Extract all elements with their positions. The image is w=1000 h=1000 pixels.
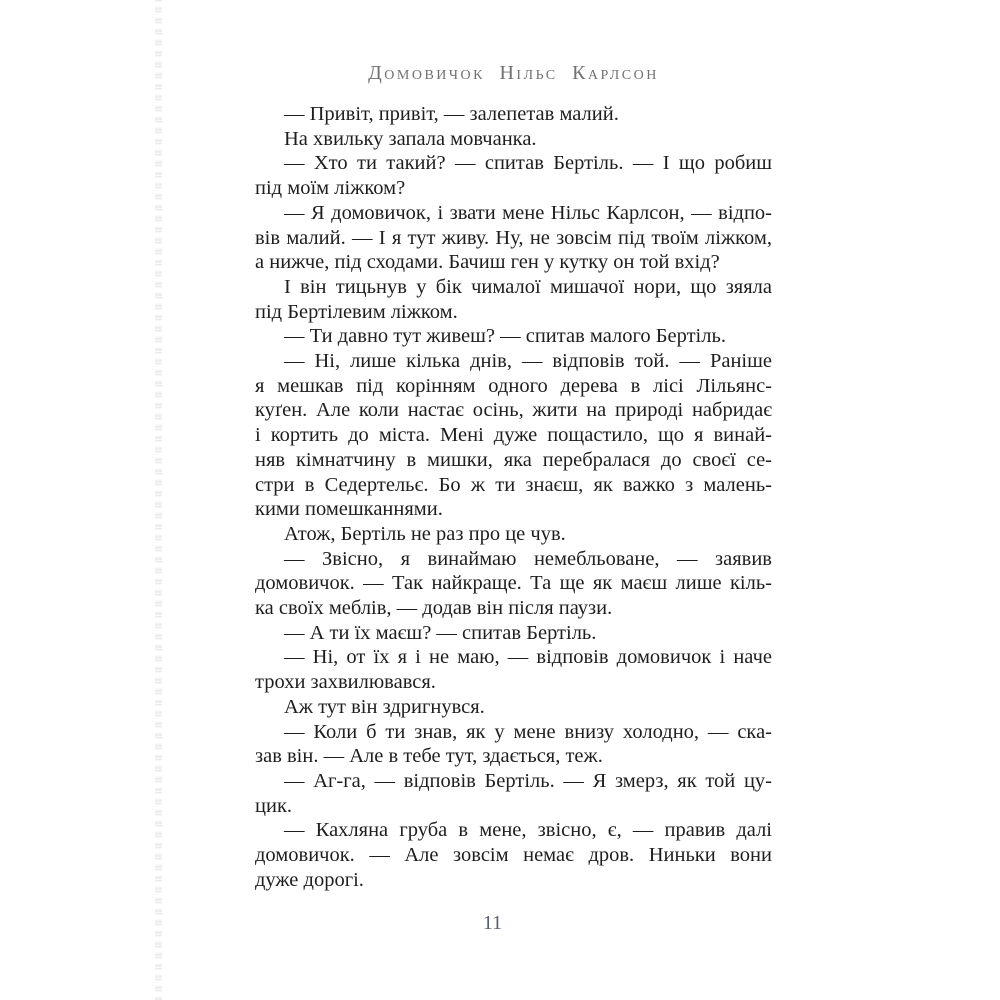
text-line: стри в Седертельє. Бо ж ти знаєш, як важко з малень- <box>255 473 772 496</box>
text-line: — Аг-га, — відповів Бертіль. — Я змерз, як той цу- <box>284 769 772 792</box>
text-line: трохи захвилювався. <box>255 671 436 694</box>
text-line: — А ти їх маєш? — спитав Бертіль. <box>284 621 597 644</box>
facing-page-edge <box>155 0 162 1000</box>
text-line: цик. <box>255 794 293 817</box>
text-line: — Ні, лише кілька днів, — відповів той. — Раніше <box>284 350 772 373</box>
text-line: дуже дорогі. <box>255 868 364 891</box>
text-line: ка своїх меблів, — додав він після паузи. <box>255 597 613 620</box>
text-line: — Я домовичок, і звати мене Нільс Карлсон, — відпо- <box>284 201 772 224</box>
text-line: куґен. Але коли настає осінь, жити на природі набридає <box>255 399 772 422</box>
text-line: — Ти давно тут живеш? — спитав малого Бертіль. <box>284 325 726 348</box>
text-line: Атож, Бертіль не раз про це чув. <box>284 522 566 545</box>
text-line: а нижче, під сходами. Бачиш ген у кутку он той вхід? <box>255 251 720 274</box>
text-line: кими помешканнями. <box>255 498 443 521</box>
text-line: під моїм ліжком? <box>255 177 406 200</box>
text-line: домовичок. — Так найкраще. Та ще як маєш лише кіль- <box>255 572 772 595</box>
text-line: зав він. — Але в тебе тут, здається, теж. <box>255 745 603 768</box>
page-number: 11 <box>482 912 503 934</box>
text-line: — Привіт, привіт, — залепетав малий. <box>284 103 619 125</box>
text-line: і кортить до міста. Мені дуже пощастило, що я винай- <box>255 424 772 447</box>
text-line: домовичок. — Але зовсім немає дров. Ниньки вони <box>255 844 772 867</box>
text-line: — Хто ти такий? — спитав Бертіль. — І що робиш <box>284 152 772 175</box>
body-text <box>255 102 772 893</box>
text-line: — Кахляна груба в мене, звісно, є, — правив далі <box>284 819 772 842</box>
text-line: няв кімнатчину в мишки, яка перебралася до своєї се- <box>255 448 772 471</box>
text-line: І він тицьнув у бік чималої мишачої нори, що зяяла <box>284 275 772 298</box>
text-line: — Коли б ти знав, як у мене внизу холодно, — ска- <box>284 720 772 743</box>
text-line: На хвильку запала мовчанка. <box>284 127 537 150</box>
text-line: Аж тут він здригнувся. <box>284 695 485 718</box>
text-line: вів малий. — І я тут живу. Ну, не зовсім під твоїм ліжком, <box>255 226 772 249</box>
text-line: — Звісно, я винаймаю немебльоване, — заявив <box>284 547 772 570</box>
text-line: я мешкав під корінням одного дерева в лісі Лільянс- <box>255 374 772 397</box>
text-line: — Ні, от їх я і не маю, — відповів домовичок і наче <box>284 646 772 669</box>
running-header-title: Домовичок Нільс Карлсон <box>368 62 659 84</box>
text-line: під Бертілевим ліжком. <box>255 300 458 323</box>
